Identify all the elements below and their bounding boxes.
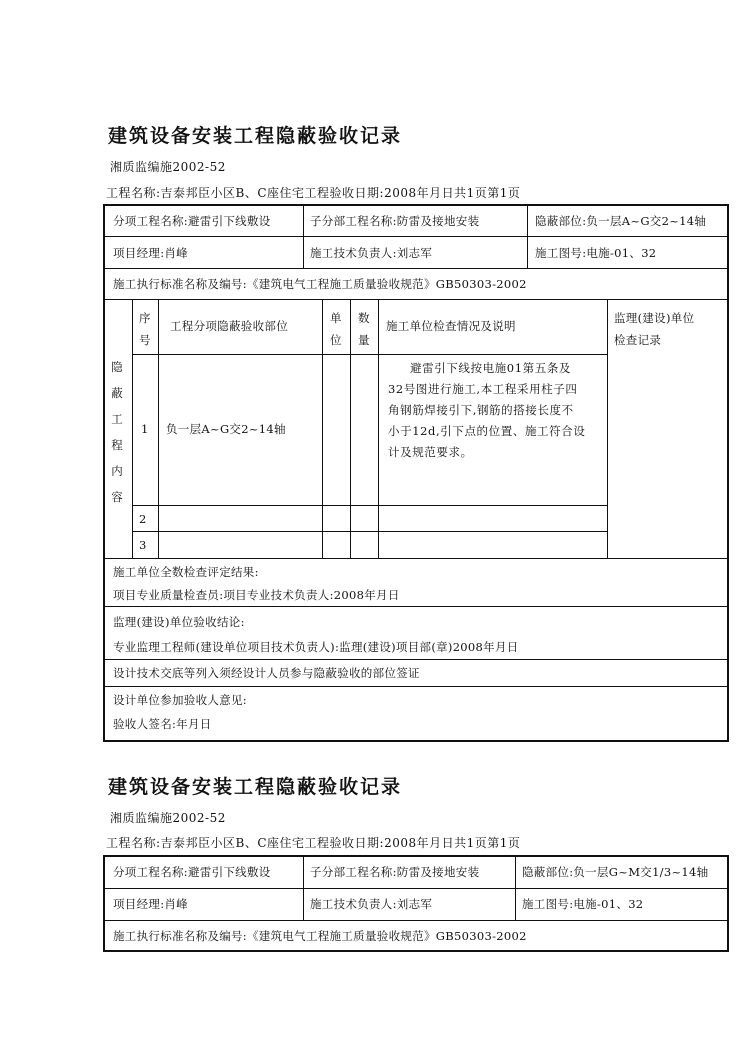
result-signatures: 项目专业质量检查员:项目专业技术负责人:2008年月日 <box>113 588 400 602</box>
drawing-number-2: 施工图号:电施-01、32 <box>522 897 644 911</box>
drawing-number: 施工图号:电施-01、32 <box>535 246 657 260</box>
page-title-2: 建筑设备安装工程隐蔽验收记录 <box>108 776 403 798</box>
standard-line-2: 施工执行标准名称及编号:《建筑电气工程施工质量验收规范》GB50303-2002 <box>113 929 527 943</box>
design-note: 设计技术交底等列入须经设计人员参与隐蔽验收的部位签证 <box>113 666 420 680</box>
tech-lead-2: 施工技术负责人:刘志军 <box>310 897 433 911</box>
header-unit: 单 位 <box>330 311 342 347</box>
row-seq: 1 <box>141 422 149 436</box>
project-manager: 项目经理:肖峰 <box>113 246 188 260</box>
result-title: 施工单位全数检查评定结果: <box>113 565 259 579</box>
standard-line: 施工执行标准名称及编号:《建筑电气工程施工质量验收规范》GB50303-2002 <box>113 277 527 291</box>
header-seq: 序 号 <box>139 311 151 347</box>
row-seq: 2 <box>139 512 147 526</box>
row-description: 避雷引下线按电施01第五条及 32号图进行施工,本工程采用柱子四 角钢筋焊接引下,钢筋的搭接长度不 小于12d,引下点的位置、施工符合设 计及规范要求。 <box>388 361 586 459</box>
design-opinion: 设计单位参加验收人意见: <box>113 693 247 707</box>
page-title: 建筑设备安装工程隐蔽验收记录 <box>108 125 403 147</box>
header-supervision: 监理(建设)单位 检查记录 <box>614 311 695 347</box>
row-part: 负一层A~G交2~14轴 <box>166 422 286 436</box>
concealed-location-2: 隐蔽部位:负一层G~M交1/3~14轴 <box>522 865 709 879</box>
form-code: 湘质监编施2002-52 <box>110 160 226 174</box>
concealed-location: 隐蔽部位:负一层A~G交2~14轴 <box>535 214 707 228</box>
supervision-signatures: 专业监理工程师(建设单位项目技术负责人):监理(建设)项目部(章)2008年月日 <box>113 640 519 654</box>
project-line: 工程名称:吉泰邦臣小区B、C座住宅工程验收日期:2008年月日共1页第1页 <box>106 186 521 200</box>
supervision-title: 监理(建设)单位验收结论: <box>113 615 245 629</box>
side-label: 隐 蔽 工 程 内 容 <box>111 360 123 504</box>
header-qty: 数 量 <box>358 311 370 347</box>
form-code-2: 湘质监编施2002-52 <box>110 811 226 825</box>
project-manager-2: 项目经理:肖峰 <box>113 897 188 911</box>
division-name: 子分部工程名称:防雷及接地安装 <box>310 214 480 228</box>
design-signature: 验收人签名:年月日 <box>113 717 212 731</box>
header-check: 施工单位检查情况及说明 <box>386 319 516 333</box>
sub-project-name: 分项工程名称:避雷引下线敷设 <box>113 214 271 228</box>
header-part: 工程分项隐蔽验收部位 <box>170 319 288 333</box>
division-name-2: 子分部工程名称:防雷及接地安装 <box>310 865 480 879</box>
tech-lead: 施工技术负责人:刘志军 <box>310 246 433 260</box>
project-line-2: 工程名称:吉泰邦臣小区B、C座住宅工程验收日期:2008年月日共1页第1页 <box>106 836 521 850</box>
row-seq: 3 <box>139 538 147 552</box>
sub-project-name-2: 分项工程名称:避雷引下线敷设 <box>113 865 271 879</box>
